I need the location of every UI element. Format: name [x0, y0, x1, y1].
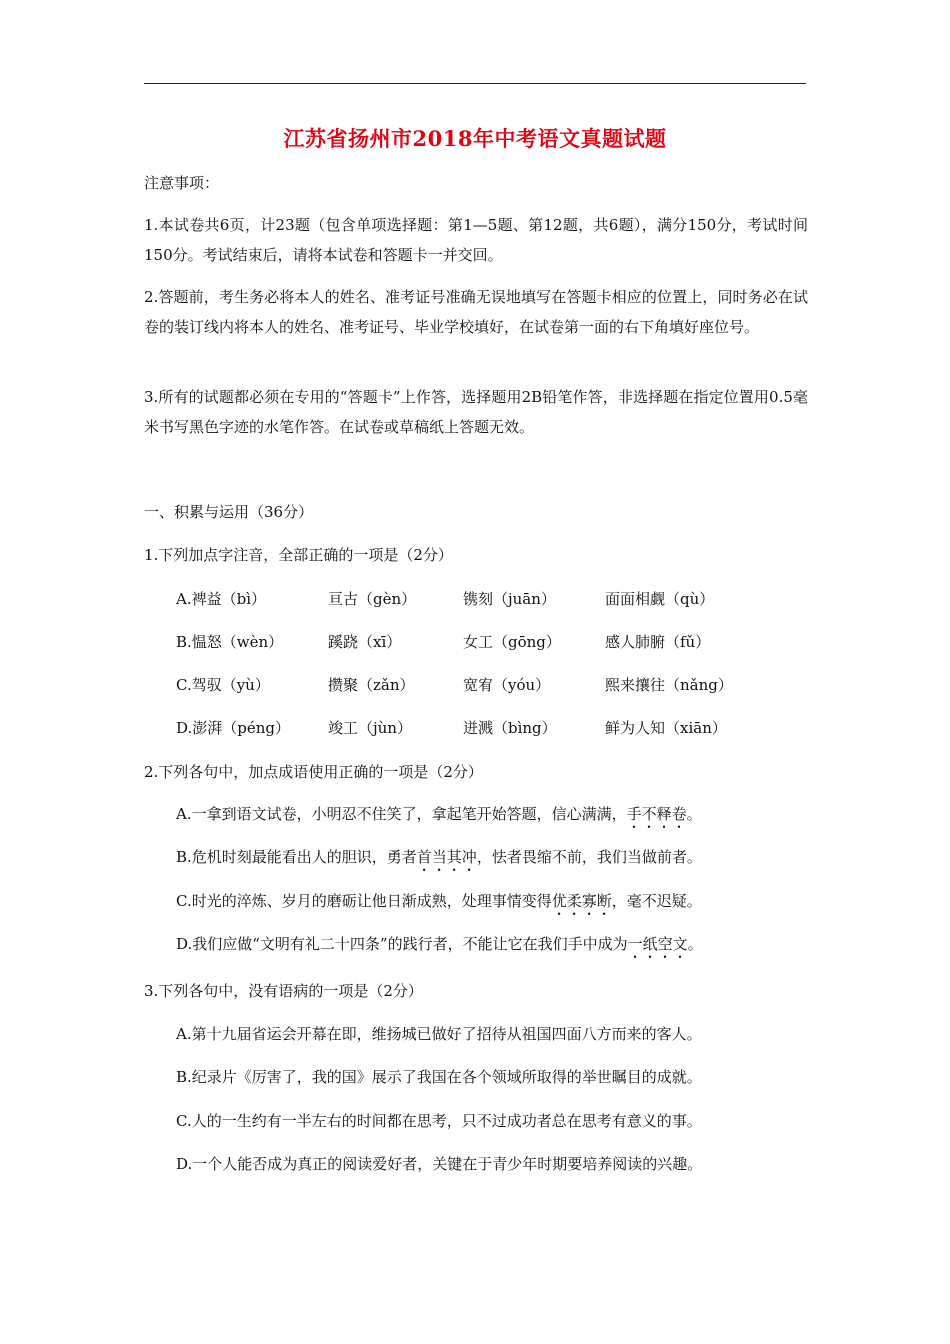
q2-c-text: C.时光的淬炼、岁月的磨砺让他日渐成熟，处理事情变得 — [176, 892, 552, 910]
notice-item-2: 2.答题前，考生务必将本人的姓名、准考证号准确无误地填写在答题卡相应的位置上，同时务必在试卷的装订线内将本人的姓名、准考证号、毕业学校填好，在试卷第一面的右下角填好座位号。 — [144, 288, 808, 336]
q3-option-c: C.人的一生约有一半左右的时间都在思考，只不过成功者总在思考有意义的事。 — [176, 1112, 702, 1130]
q1-d-2: 竣工（jùn） — [328, 719, 412, 737]
q2-a-idiom: 手不释卷 — [626, 805, 687, 823]
q1-a-3: 镌刻（juān） — [463, 590, 556, 608]
question-1-stem: 1.下列加点字注音，全部正确的一项是（2分） — [144, 546, 453, 564]
q2-option-b — [176, 842, 702, 875]
q2-a-end: 。 — [686, 805, 702, 823]
q1-c-3: 宽宥（yóu） — [463, 676, 551, 694]
q2-option-a — [176, 799, 702, 832]
q1-b-2: 蹊跷（xī） — [328, 633, 402, 651]
q2-b-text: B.危机时刻最能看出人的胆识，勇者 — [176, 848, 417, 866]
q2-a-text: A.一拿到语文试卷，小明忍不住笑了，拿起笔开始答题，信心满满， — [176, 805, 627, 823]
q1-b-4: 感人肺腑（fǔ） — [605, 633, 711, 651]
question-3-stem: 3.下列各句中，没有语病的一项是（2分） — [144, 982, 423, 1000]
header-rule — [144, 83, 806, 84]
q2-option-c — [176, 886, 702, 919]
q2-b-idiom: 首当其冲 — [416, 848, 477, 866]
q1-d-4: 鲜为人知（xiān） — [605, 719, 727, 737]
q1-a-2: 亘古（gèn） — [328, 590, 417, 608]
section-heading: 一、积累与运用（36分） — [144, 503, 314, 521]
q2-d-text: D.我们应做“文明有礼二十四条”的践行者，不能让它在我们手中成为 — [176, 935, 628, 953]
q3-option-d: D.一个人能否成为真正的阅读爱好者，关键在于青少年时期要培养阅读的兴趣。 — [176, 1155, 703, 1173]
q2-c-idiom: 优柔寡断 — [551, 892, 612, 910]
q1-a-1: A.裨益（bì） — [176, 590, 267, 608]
q3-option-b: B.纪录片《厉害了，我的国》展示了我国在各个领域所取得的举世瞩目的成就。 — [176, 1068, 702, 1086]
notice-item-3: 3.所有的试题都必须在专用的“答题卡”上作答，选择题用2B铅笔作答，非选择题在指定位置用0.5毫米书写黑色字迹的水笔作答。在试卷或草稿纸上答题无效。 — [144, 388, 808, 436]
q2-b-end: ，怯者畏缩不前，我们当做前者。 — [476, 848, 702, 866]
q2-d-end: 。 — [687, 935, 703, 953]
q1-c-2: 攒聚（zǎn） — [328, 676, 415, 694]
q2-option-d — [176, 929, 703, 962]
page-title: 江苏省扬州市2018年中考语文真题试题 — [283, 126, 667, 151]
q2-d-idiom: 一纸空文 — [627, 935, 688, 953]
q1-b-1: B.愠怒（wèn） — [176, 633, 284, 651]
q3-option-a: A.第十九届省运会开幕在即，维扬城已做好了招待从祖国四面八方而来的客人。 — [176, 1025, 702, 1043]
q2-c-end: ，毫不迟疑。 — [611, 892, 702, 910]
notice-heading: 注意事项： — [144, 174, 220, 192]
q1-b-3: 女工（gōng） — [463, 633, 561, 651]
question-2-stem: 2.下列各句中，加点成语使用正确的一项是（2分） — [144, 763, 483, 781]
notice-item-1: 1.本试卷共6页，计23题（包含单项选择题：第1—5题、第12题，共6题），满分150分，考试时间150分。考试结束后，请将本试卷和答题卡一并交回。 — [144, 216, 808, 264]
q1-a-4: 面面相觑（qù） — [605, 590, 715, 608]
q1-d-1: D.澎湃（péng） — [176, 719, 291, 737]
q1-c-4: 熙来攘往（nǎng） — [605, 676, 733, 694]
q1-d-3: 迸溅（bìng） — [463, 719, 557, 737]
q1-c-1: C.驾驭（yù） — [176, 676, 270, 694]
